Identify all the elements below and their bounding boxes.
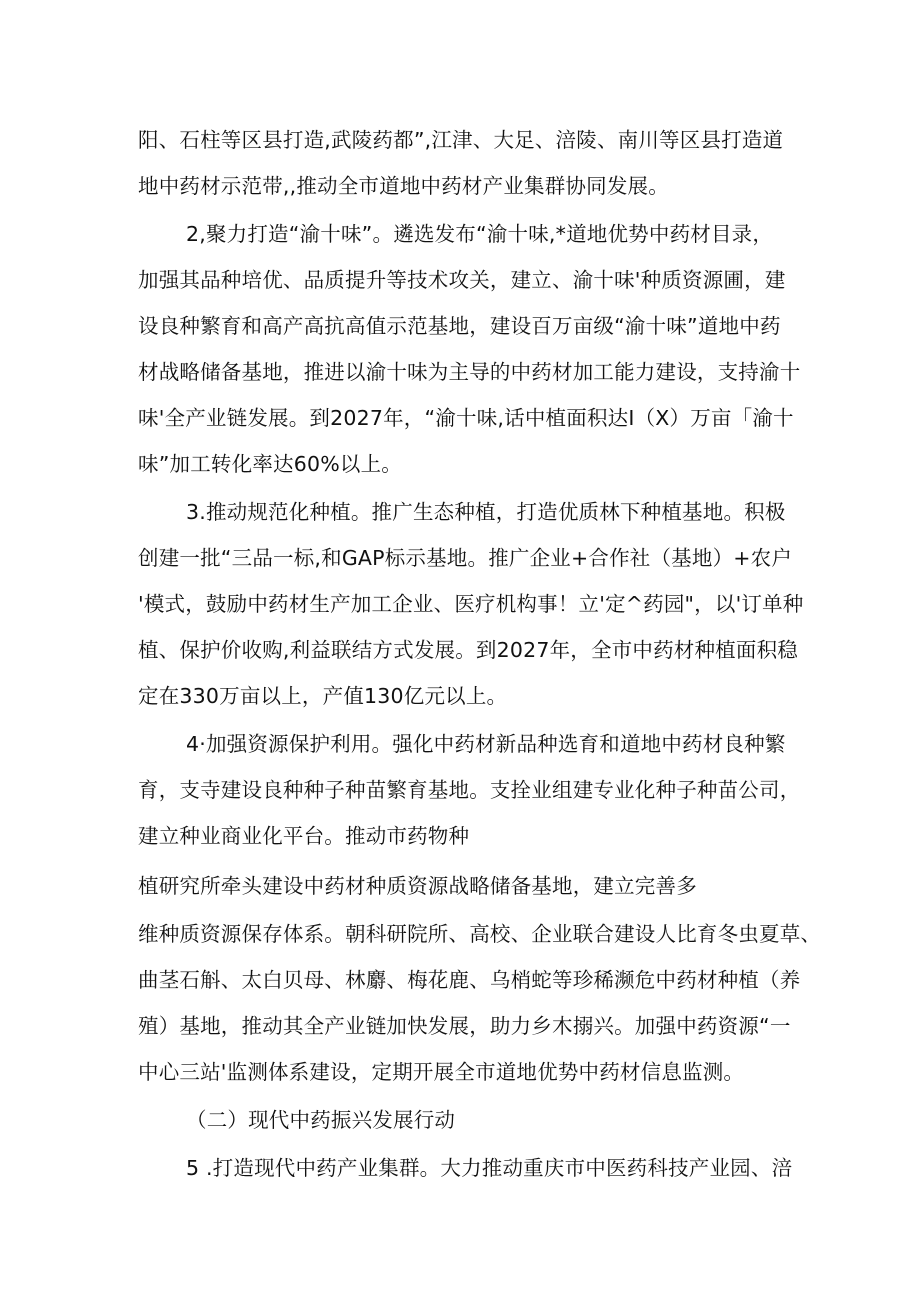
paragraph-4-heading-line: 4·加强资源保护利用。强化中药材新品种选育和道地中药材良种繁 bbox=[186, 732, 786, 756]
text-line-13: 定在330万亩以上，产值130亿元以上。 bbox=[138, 684, 508, 708]
text-line-7: 味'全产业链发展。到2027年，“渝十味,话中植面积达I（X）万亩「渝十 bbox=[138, 406, 794, 430]
text-line-12: 植、保护价收购,利益联结方式发展。到2027年，全市中药材种植面积稳 bbox=[138, 638, 798, 662]
text-line-18: 维种质资源保存体系。朝科研院所、高校、企业联合建设人比育冬虫夏草、 bbox=[138, 922, 822, 946]
text-line-21: 中心三站'监测体系建设，定期开展全市道地优势中药材信息监测。 bbox=[138, 1060, 745, 1084]
text-line-8: 味”加工转化率达60%以上。 bbox=[138, 452, 402, 476]
text-line-20: 殖）基地，推动其全产业链加快发展，助力乡木搦兴。加强中药资源“一 bbox=[138, 1014, 791, 1038]
text-line-17: 植研究所牵头建设中药材种质资源战略储备基地，建立完善多 bbox=[138, 874, 697, 898]
text-line-5: 设良种繁育和高产高抗高值示范基地，建设百万亩级“渝十味”道地中药 bbox=[138, 314, 781, 338]
text-line-19: 曲茎石斛、太白贝母、林麝、梅花鹿、乌梢蛇等珍稀濒危中药材种植（养 bbox=[138, 968, 801, 992]
text-line-1: 阳、石柱等区县打造,武陵药都”,江津、大足、涪陵、南川等区县打造道 bbox=[138, 128, 784, 152]
text-line-6: 材战略储备基地，推进以渝十味为主导的中药材加工能力建设，支持渝十 bbox=[138, 360, 801, 384]
text-line-15: 育，支寺建设良种种子种苗繁育基地。支拴业组建专业化种子种苗公司， bbox=[138, 778, 801, 802]
paragraph-2-heading-line: 2,聚力打造“渝十味”。遴选发布“渝十味,*道地优势中药材目录， bbox=[186, 222, 774, 246]
text-line-2: 地中药材示范带,,推动全市道地中药材产业集群协同发展。 bbox=[138, 174, 669, 198]
paragraph-3-heading-line: 3.推动规范化种植。推广生态种植，打造优质林下种植基地。积极 bbox=[186, 500, 786, 524]
text-line-11: '模式，鼓励中药材生产加工企业、医疗机构事！立'定^药园"，以'订单种 bbox=[138, 592, 804, 616]
text-line-4: 加强其品种培优、品质提升等技术攻关，建立、渝十味'种质资源圃，建 bbox=[138, 268, 786, 292]
section-heading: （二）现代中药振兴发展行动 bbox=[186, 1108, 456, 1132]
text-line-10: 创建一批“三品一标,和GAP标示基地。推广企业+合作社（基地）+农户 bbox=[138, 546, 793, 570]
paragraph-5-heading-line: 5 .打造现代中药产业集群。大力推动重庆市中医药科技产业园、涪 bbox=[186, 1156, 793, 1180]
text-line-16: 建立种业商业化平台。推动市药物种 bbox=[138, 824, 470, 848]
